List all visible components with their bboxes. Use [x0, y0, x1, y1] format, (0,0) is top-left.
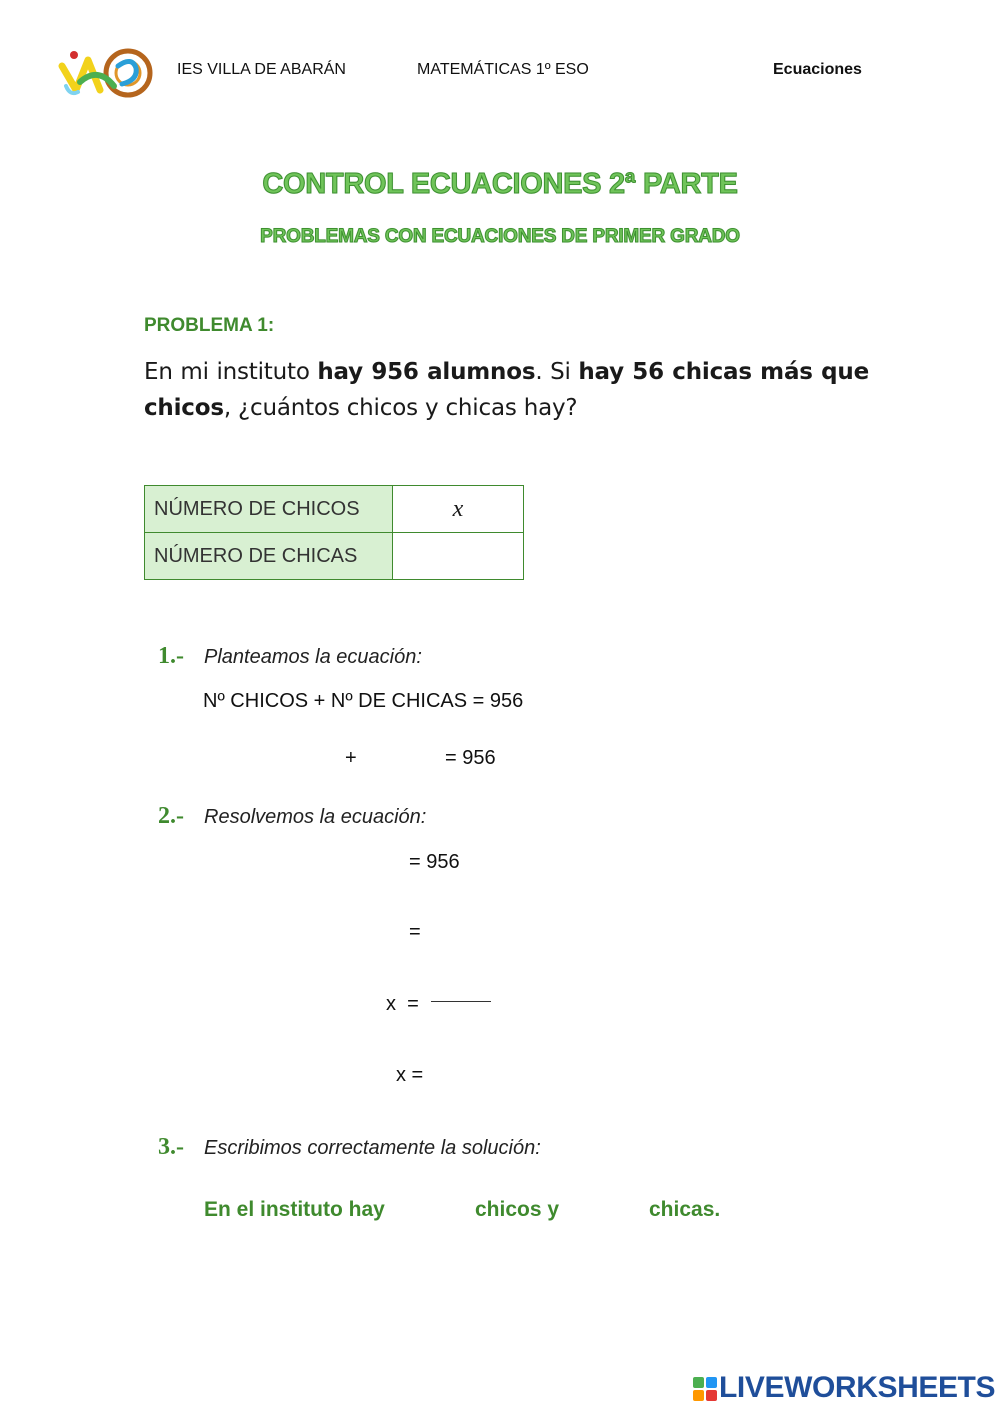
- variables-table: [144, 485, 524, 580]
- step-2-number: 2.-: [158, 803, 184, 829]
- problem-statement: [144, 354, 869, 426]
- step-1-text: Planteamos la ecuación:: [204, 646, 422, 668]
- row-label-chicas: NÚMERO DE CHICAS: [145, 533, 393, 580]
- step-2-text: Resolvemos la ecuación:: [204, 806, 427, 828]
- solution-text-3: chicas.: [649, 1198, 721, 1221]
- equation-x-result: x =: [396, 1064, 424, 1086]
- problem-label: PROBLEMA 1:: [144, 315, 275, 336]
- fraction-bar: [431, 1001, 491, 1002]
- row-label-chicos: NÚMERO DE CHICOS: [145, 486, 393, 533]
- table-row: [145, 533, 524, 580]
- solution-text-2: chicos y: [475, 1198, 560, 1221]
- statement-bold-1: hay 956 alumnos: [317, 359, 536, 385]
- liveworksheets-icon: [693, 1377, 717, 1401]
- page-title: CONTROL ECUACIONES 2ª PARTE: [262, 168, 738, 200]
- equation-result-1: = 956: [445, 747, 496, 769]
- equation-equals: =: [409, 921, 421, 943]
- equation-plus: +: [345, 747, 357, 769]
- statement-text-2: . Si: [535, 359, 579, 385]
- header-school: IES VILLA DE ABARÁN: [177, 61, 346, 78]
- header-subject: MATEMÁTICAS 1º ESO: [417, 61, 589, 78]
- equation-x-fraction: x =: [386, 993, 419, 1015]
- table-row: [145, 486, 524, 533]
- school-logo: [58, 46, 154, 100]
- step-3-text: Escribimos correctamente la solución:: [204, 1137, 541, 1159]
- statement-text-3: , ¿cuántos chicos y chicas hay?: [223, 395, 578, 421]
- input-chicos[interactable]: x: [393, 486, 524, 533]
- step-1-number: 1.-: [158, 643, 184, 669]
- liveworksheets-logo: LIVEWORKSHEETS: [719, 1371, 996, 1404]
- word-equation: Nº CHICOS + Nº DE CHICAS = 956: [203, 690, 524, 712]
- page-subtitle: PROBLEMAS CON ECUACIONES DE PRIMER GRADO: [260, 226, 740, 247]
- solution-text-1: En el instituto hay: [204, 1198, 385, 1221]
- header-topic: Ecuaciones: [773, 61, 862, 78]
- step-3-number: 3.-: [158, 1134, 184, 1160]
- input-chicas[interactable]: [393, 533, 524, 580]
- equation-result-2: = 956: [409, 851, 460, 873]
- statement-bold-2: hay 56 chicas más que chicos: [144, 359, 869, 421]
- statement-text-1: En mi instituto: [144, 359, 318, 385]
